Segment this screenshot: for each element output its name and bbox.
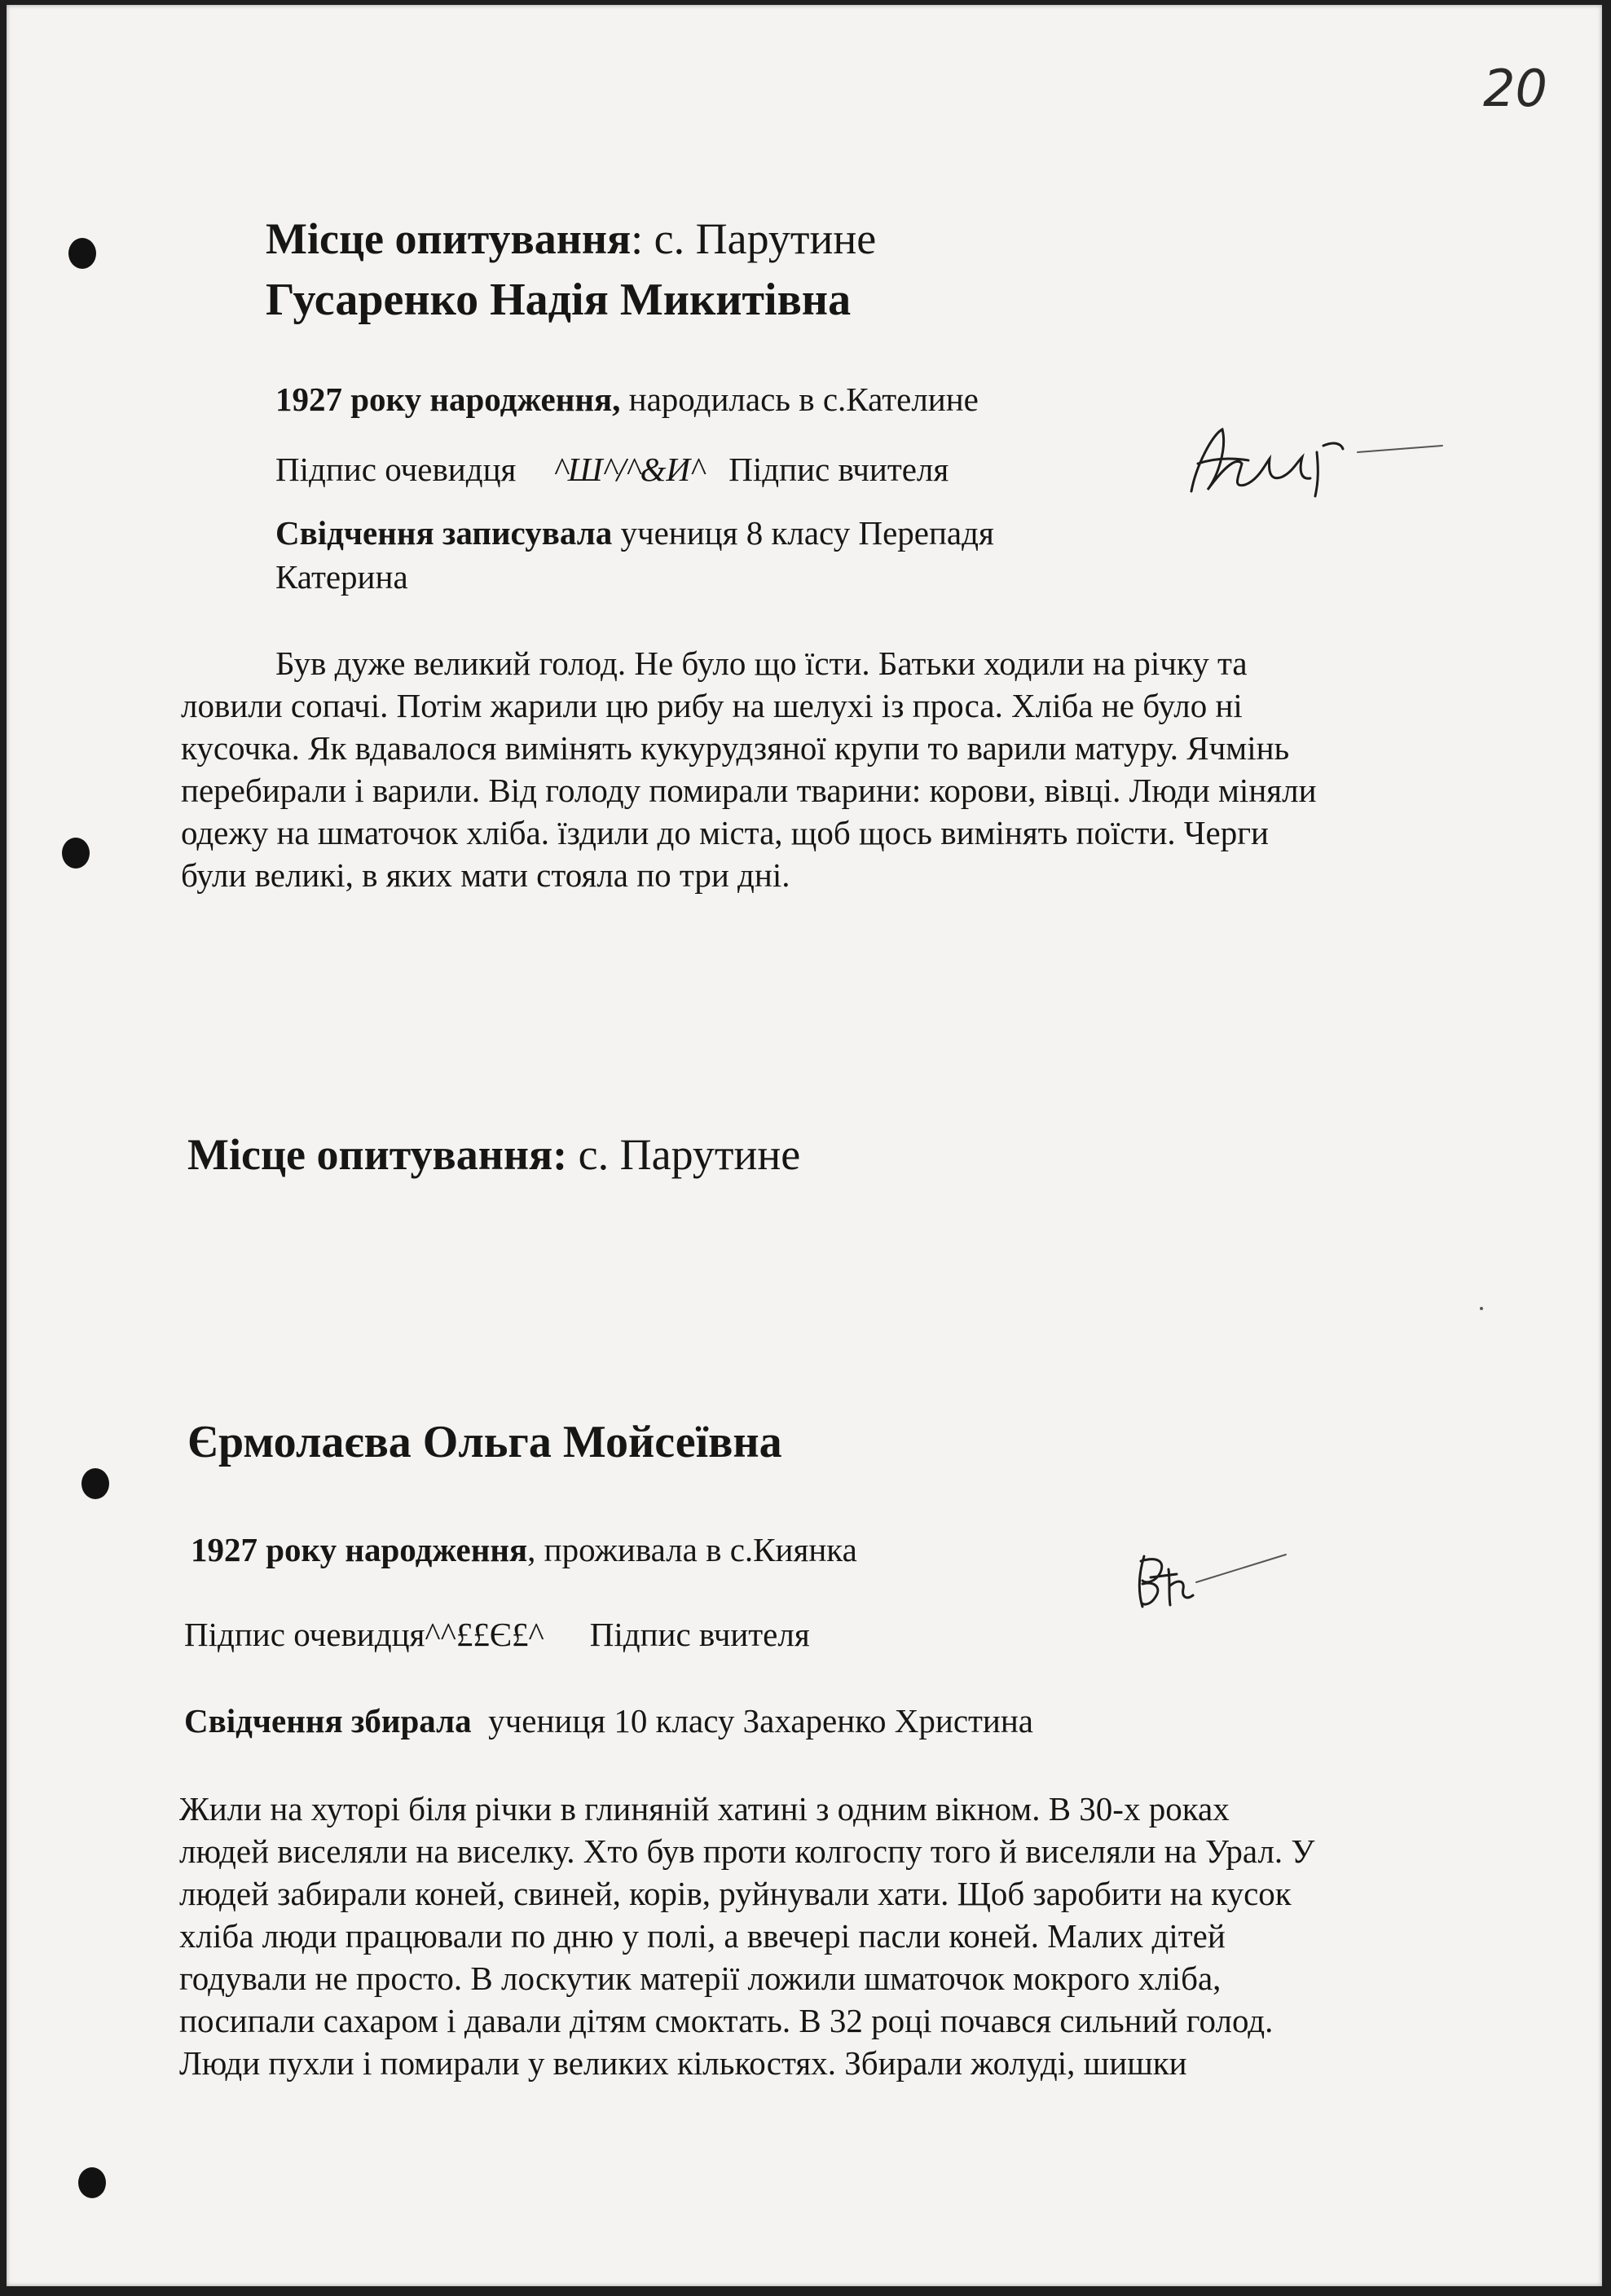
- entry1-testimony-line: одежу на шматочок хліба. їздили до міста, щоб щось вимінять поїсти. Черги: [181, 814, 1270, 851]
- entry2-teacher-signature: [1133, 1537, 1296, 1618]
- entry2-place: [187, 1129, 800, 1180]
- entry2-testimony: [179, 1788, 1314, 2084]
- entry2-testimony-line: Жили на хуторі біля річки в глиняній хатині з одним вікном. В 30-х роках: [179, 1790, 1230, 1828]
- entry2-testimony-line: людей виселяли на виселку. Хто був проти колгоспу того й виселяли на Урал. У: [179, 1832, 1315, 1870]
- entry1-testimony-line: були великі, в яких мати стояла по три дні.: [181, 856, 790, 894]
- punch-hole-3: [81, 1468, 109, 1499]
- entry1-teacher-signature: [1180, 416, 1449, 506]
- entry1-testimony-line: перебирали і варили. Від голоду помирали тварини: корови, вівці. Люди міняли: [181, 772, 1317, 809]
- punch-hole-1: [68, 238, 96, 269]
- entry1-name: Гусаренко Надія Микитівна: [266, 275, 852, 325]
- entry1-recorder-label: Свідчення записувала: [275, 514, 613, 552]
- entry2-birth-value: , проживала в с.Киянка: [527, 1531, 857, 1568]
- entry2-testimony-line: людей забирали коней, свиней, корів, руйнували хати. Щоб заробити на кусок: [179, 1875, 1292, 1912]
- punch-hole-4: [78, 2167, 106, 2198]
- entry1-birth-value: народилась в с.Кателине: [620, 380, 979, 418]
- stray-mark: [1480, 1307, 1483, 1310]
- entry1-testimony-line: кусочка. Як вдавалося вимінять кукурудзяної крупи то варили матуру. Ячмінь: [181, 729, 1290, 767]
- entry1-witness-signature-value: ^Ш^/^&И^: [553, 451, 705, 488]
- entry1-place-value: : с. Парутине: [631, 214, 877, 263]
- entry1-birth-label: 1927 року народження,: [275, 380, 621, 418]
- entry2-testimony-line: хліба люди працювали по дню у полі, а ввечері пасли коней. Малих дітей: [179, 1917, 1226, 1955]
- entry1-testimony: [181, 642, 1317, 896]
- entry1-recorder-value: учениця 8 класу Перепадя: [612, 514, 994, 552]
- entry1-teacher-signature-label: Підпис вчителя: [728, 451, 949, 488]
- entry1-signature-line: [275, 450, 949, 489]
- entry2-teacher-signature-label: Підпис вчителя: [589, 1616, 810, 1653]
- entry1-place: [266, 213, 876, 264]
- entry2-place-value: с. Парутине: [567, 1130, 801, 1179]
- page-number: 20: [1483, 59, 1547, 118]
- entry1-birth: [275, 380, 979, 419]
- entry2-testimony-line: Люди пухли і помирали у великих кількостях. Збирали жолуді, шишки: [179, 2044, 1187, 2082]
- punch-hole-2: [62, 838, 90, 869]
- entry1-recorder-cont: Катерина: [275, 558, 408, 596]
- entry2-collector-value: учениця 10 класу Захаренко Христина: [471, 1702, 1034, 1740]
- entry2-place-label: Місце опитування:: [187, 1130, 568, 1179]
- entry2-collector: [184, 1701, 1033, 1740]
- entry2-testimony-line: годували не просто. В лоскутик матерії ложили шматочок мокрого хліба,: [179, 1960, 1221, 1997]
- entry1-testimony-line: Був дуже великий голод. Не було що їсти. Батьки ходили на річку та: [275, 644, 1248, 682]
- entry2-witness-signature-value: ^^££Є£^: [425, 1616, 544, 1653]
- entry2-signature-line: [184, 1615, 810, 1654]
- entry1-place-label: Місце опитування: [266, 214, 632, 263]
- entry1-recorder: [275, 513, 994, 552]
- entry2-testimony-line: посипали сахаром і давали дітям смоктать. В 32 році почався сильний голод.: [179, 2002, 1274, 2039]
- entry2-birth: [191, 1530, 857, 1569]
- entry1-witness-signature-label: Підпис очевидця: [275, 451, 517, 488]
- document-page: [7, 5, 1602, 2286]
- entry2-witness-signature-label: Підпис очевидця: [184, 1616, 425, 1653]
- entry2-name: Єрмолаєва Ольга Мойсеївна: [187, 1417, 782, 1467]
- entry2-collector-label: Свідчення збирала: [184, 1702, 472, 1740]
- entry1-testimony-line: ловили сопачі. Потім жарили цю рибу на шелухі із проса. Хліба не було ні: [181, 687, 1243, 724]
- entry2-birth-label: 1927 року народження: [191, 1531, 528, 1568]
